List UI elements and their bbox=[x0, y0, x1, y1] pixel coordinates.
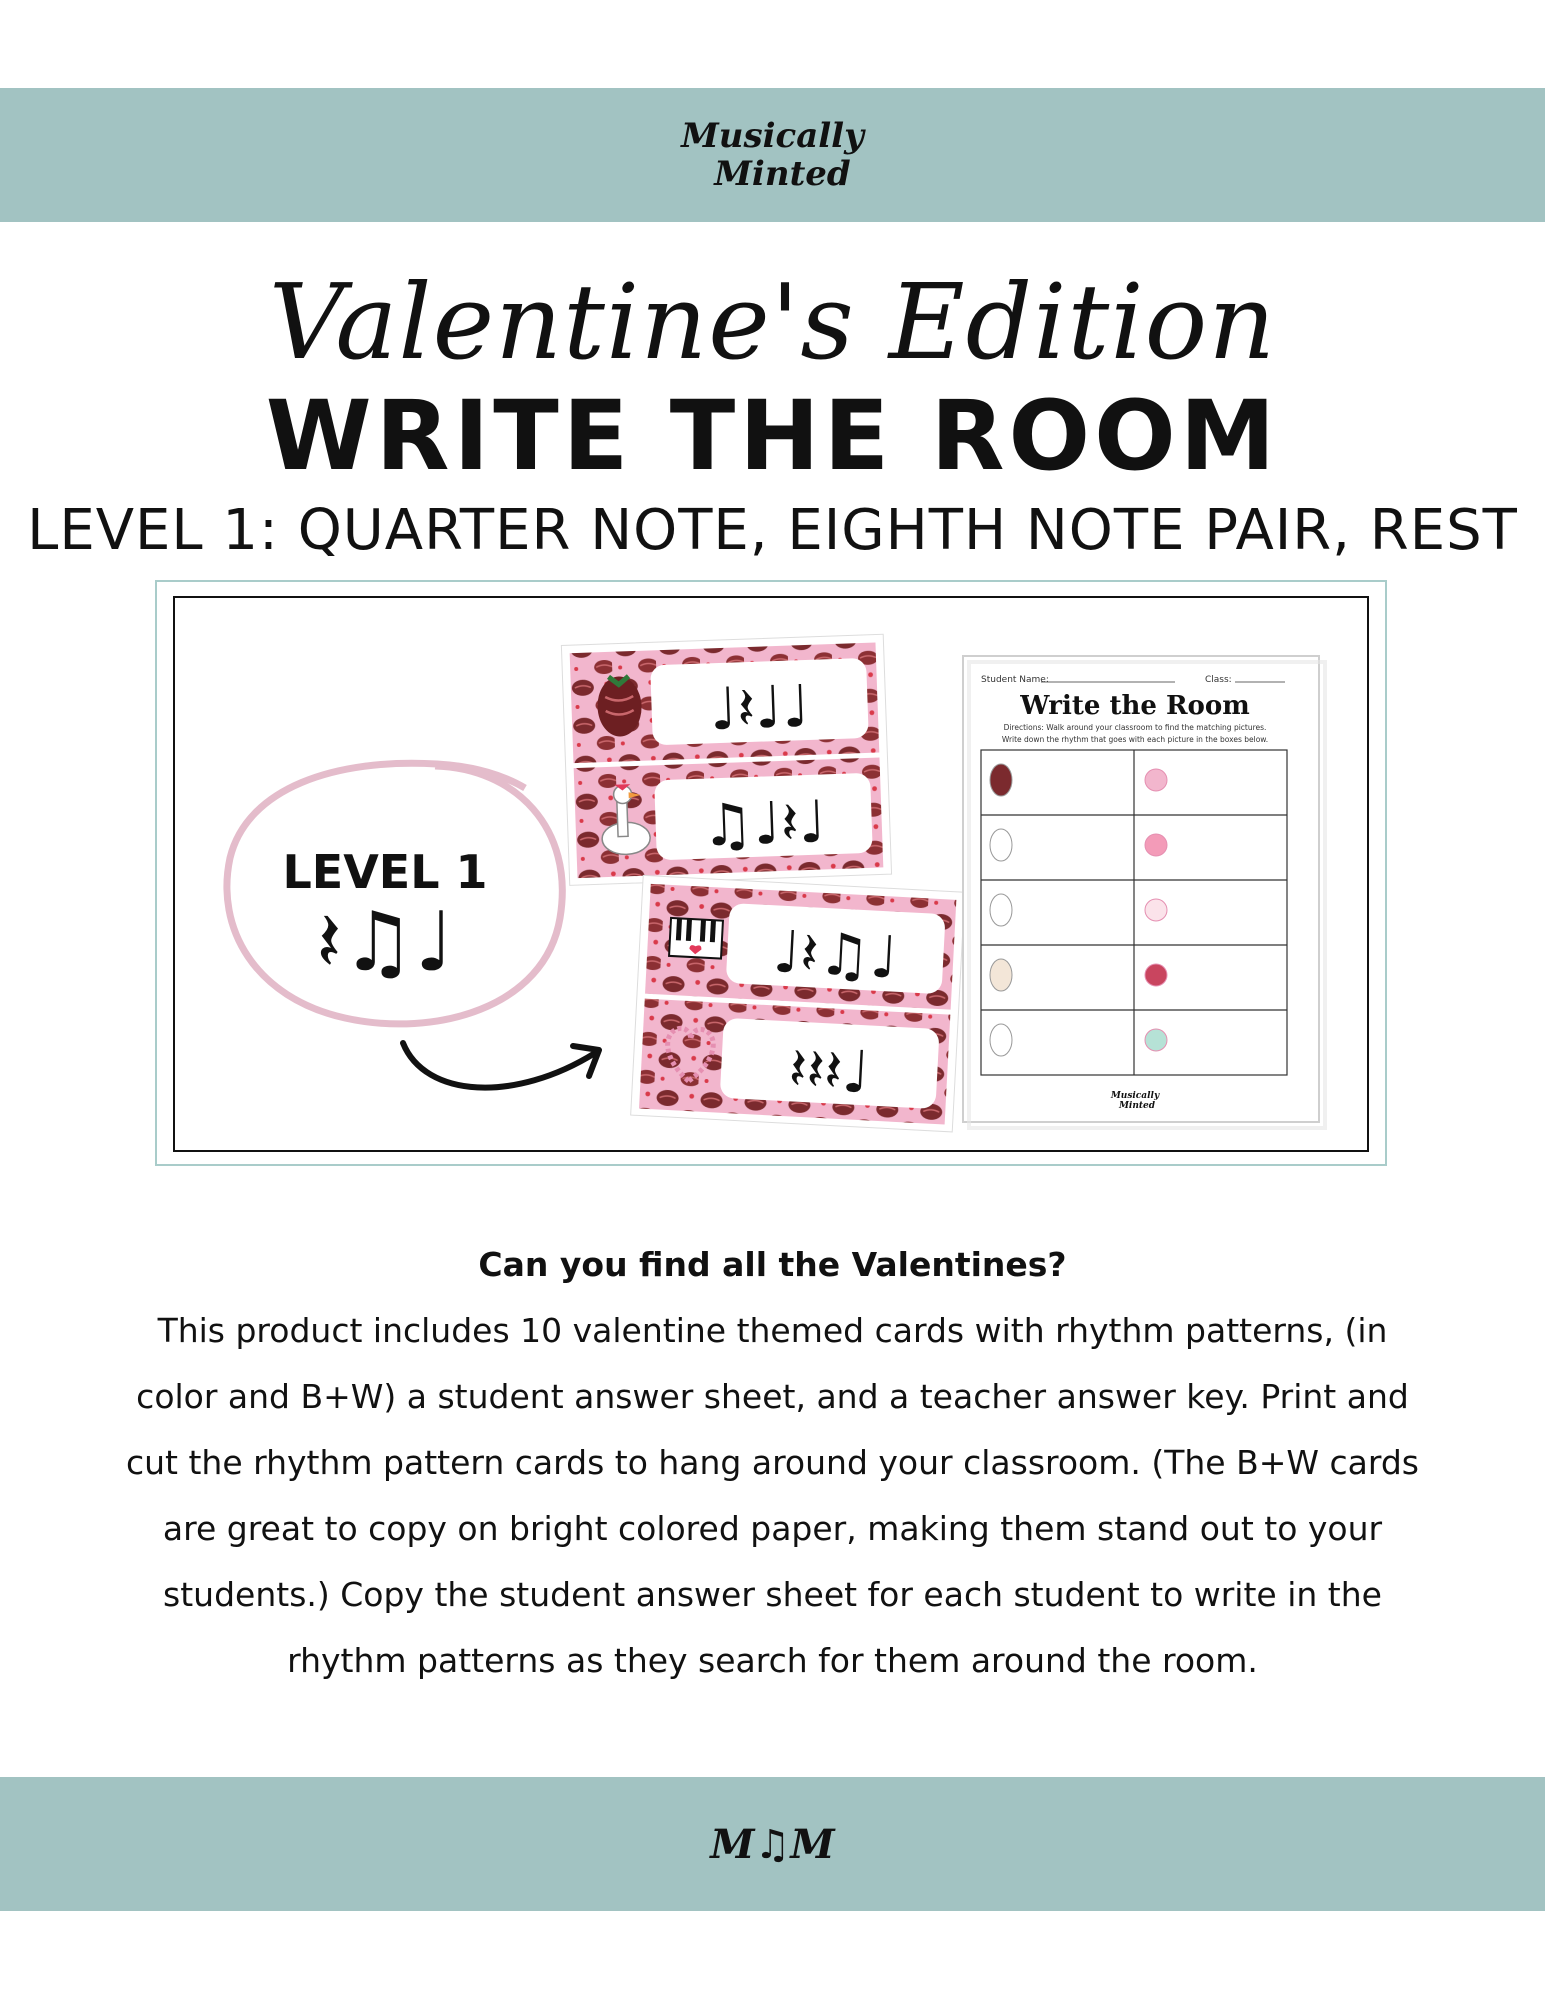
worksheet-directions: Directions: Walk around your classroom to find the matching pictures. bbox=[1003, 723, 1267, 732]
worksheet-picture bbox=[990, 1024, 1012, 1056]
musically-minted-logo bbox=[681, 117, 864, 193]
worksheet-picture bbox=[990, 959, 1012, 991]
class-label: Class: bbox=[1205, 675, 1232, 685]
description-heading: Can you find all the Valentines? bbox=[478, 1245, 1067, 1284]
worksheet-picture bbox=[1145, 1029, 1167, 1051]
mm-logo: M♫M bbox=[710, 1820, 835, 1868]
level-circle bbox=[227, 763, 562, 1024]
card-set-top bbox=[561, 634, 891, 885]
card-rhythm: 𝄽𝄽𝄽♩ bbox=[787, 1034, 872, 1107]
header-band bbox=[0, 88, 1545, 222]
logo-line-2: Minted bbox=[714, 154, 851, 194]
worksheet-picture bbox=[990, 764, 1012, 796]
student-worksheet bbox=[963, 656, 1325, 1128]
product-preview-frame bbox=[155, 580, 1387, 1166]
worksheet-title: Write the Room bbox=[1020, 691, 1250, 721]
arrow-icon bbox=[403, 1043, 599, 1088]
footer-band bbox=[0, 1777, 1545, 1911]
level-rhythm: 𝄽♫♩ bbox=[316, 895, 454, 990]
worksheet-picture bbox=[990, 894, 1012, 926]
card-set-bottom bbox=[631, 875, 965, 1132]
worksheet-picture bbox=[1145, 769, 1167, 791]
worksheet-directions: Write down the rhythm that goes with each picture in the boxes below. bbox=[1001, 735, 1269, 744]
logo-line-1: Musically bbox=[681, 116, 864, 156]
worksheet-picture bbox=[1145, 834, 1167, 856]
subtitle: LEVEL 1: QUARTER NOTE, EIGHTH NOTE PAIR, REST bbox=[27, 498, 1518, 563]
worksheet-picture bbox=[1145, 964, 1167, 986]
product-description bbox=[120, 1240, 1425, 1694]
script-title: Valentine's Edition bbox=[268, 261, 1277, 383]
main-title: WRITE THE ROOM bbox=[265, 380, 1280, 492]
level-label: LEVEL 1 bbox=[282, 845, 488, 899]
card-rhythm: ♩𝄽♩♩ bbox=[708, 671, 811, 744]
piano-icon bbox=[669, 918, 723, 959]
worksheet-picture bbox=[1145, 899, 1167, 921]
worksheet-picture bbox=[990, 829, 1012, 861]
card-rhythm: ♫♩𝄽♩ bbox=[700, 787, 828, 860]
worksheet-logo: Musically bbox=[1110, 1091, 1160, 1101]
product-preview-illustration bbox=[175, 598, 1367, 1150]
student-name-label: Student Name: bbox=[981, 675, 1049, 685]
worksheet-logo: Minted bbox=[1118, 1101, 1156, 1111]
description-body: This product includes 10 valentine themed cards with rhythm patterns, (in color and B+W) a student answer sheet, and a teacher answer key. Print and cut the rhythm pattern cards to hang around your classroom. (The B+W cards are great to copy on bright colored paper, making them stand out to your students.) Copy the student answer sheet for each student to write in the rhythm patterns as they search for them around the room. bbox=[125, 1311, 1419, 1680]
card-rhythm: ♩𝄽♫♩ bbox=[771, 917, 900, 992]
product-preview bbox=[173, 596, 1369, 1152]
